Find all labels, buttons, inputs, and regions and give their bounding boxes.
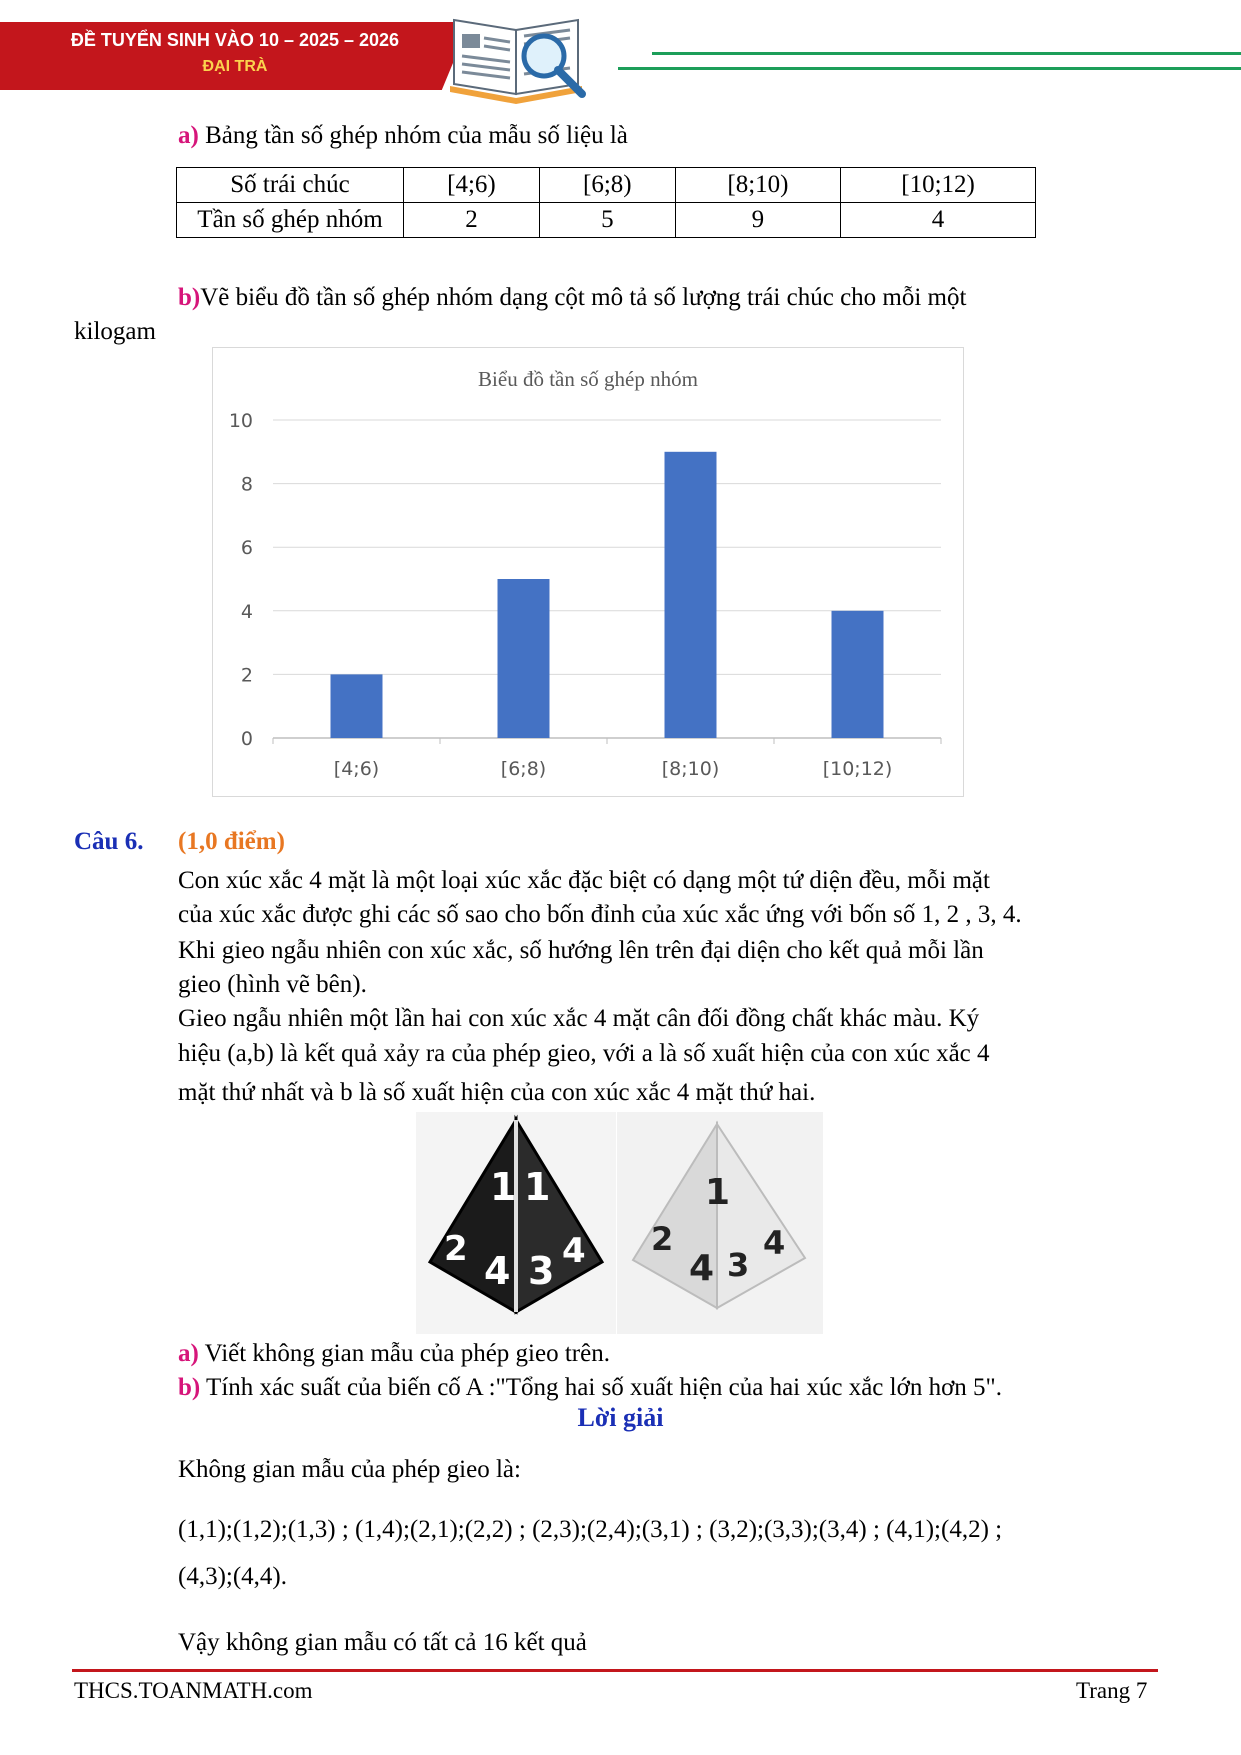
- table-cell-group: [8;10): [675, 168, 840, 203]
- chart-xtick-label: [8;10): [661, 758, 720, 780]
- white-d4-dice-icon: [617, 1112, 823, 1334]
- chart-title: Biểu đồ tần số ghép nhóm: [478, 367, 698, 391]
- chart-ytick-label: 6: [240, 537, 253, 560]
- solution-title: Lời giải: [577, 1403, 664, 1432]
- part-b-text-cont: kilogam: [74, 318, 156, 345]
- part-a-text: Bảng tần số ghép nhóm của mẫu số liệu là: [205, 122, 628, 149]
- chart-ytick-label: 10: [228, 410, 253, 432]
- chart-ytick-label: 0: [240, 728, 253, 750]
- part-b-label: b): [178, 284, 201, 311]
- part-a-label: a): [178, 122, 199, 149]
- table-row-header: Tần số ghép nhóm: [177, 203, 404, 238]
- dice-number: 1: [524, 1165, 551, 1209]
- footer-page-number: Trang 7: [1076, 1678, 1148, 1703]
- dice-number: 2: [444, 1229, 468, 1269]
- frequency-table: [176, 167, 1036, 238]
- sample-space-line: (4,3);(4,4).: [178, 1563, 287, 1590]
- chart-xtick-label: [4;6): [333, 758, 380, 780]
- dice-number: 1: [490, 1165, 517, 1209]
- chart-ytick-label: 4: [240, 600, 253, 623]
- chart-bar: [665, 452, 717, 738]
- chart-ytick-label: 8: [240, 473, 253, 496]
- part-b-line: [178, 281, 966, 315]
- bar-chart: [212, 347, 964, 797]
- header-green-line-bottom: [618, 67, 1241, 70]
- chart-ytick-label: 2: [240, 664, 253, 687]
- table-row: [177, 168, 1036, 203]
- sub-b-text: Tính xác suất của biến cố A :"Tổng hai số xuất hiện của hai xúc xắc lớn hơn 5".: [206, 1374, 1002, 1401]
- dice-number: 3: [727, 1246, 750, 1284]
- solution-intro: Không gian mẫu của phép gieo là:: [178, 1456, 521, 1483]
- table-cell-frequency: 4: [841, 203, 1036, 238]
- dice-number: 4: [689, 1248, 715, 1289]
- dice-number: 2: [651, 1220, 674, 1258]
- question-points: (1,0 điểm): [178, 828, 285, 855]
- table-row-header: Số trái chúc: [177, 168, 404, 203]
- table-cell-frequency: 2: [404, 203, 540, 238]
- black-d4-dice-icon: [416, 1112, 616, 1334]
- question-line: gieo (hình vẽ bên).: [178, 971, 367, 998]
- sub-a-text: Viết không gian mẫu của phép gieo trên.: [204, 1340, 610, 1367]
- table-cell-frequency: 5: [539, 203, 675, 238]
- sub-question-a: [178, 1337, 610, 1371]
- chart-bar: [832, 611, 884, 738]
- question-line: Con xúc xắc 4 mặt là một loại xúc xắc đặc biệt có dạng một tứ diện đều, mỗi mặt: [178, 867, 990, 894]
- table-cell-group: [4;6): [404, 168, 540, 203]
- question-line: Gieo ngẫu nhiên một lần hai con xúc xắc 4 mặt cân đối đồng chất khác màu. Ký: [178, 1005, 980, 1032]
- book-magnifier-icon: [444, 0, 594, 104]
- bar-chart-svg: [213, 348, 963, 796]
- table-cell-group: [6;8): [539, 168, 675, 203]
- dice-number: 4: [763, 1224, 786, 1262]
- footer-site: THCS.TOANMATH.com: [74, 1678, 313, 1703]
- header-title: ĐỀ TUYỂN SINH VÀO 10 – 2025 – 2026: [70, 30, 400, 50]
- table-row: [177, 203, 1036, 238]
- sub-a-label: a): [178, 1340, 199, 1367]
- table-cell-group: [10;12): [841, 168, 1036, 203]
- dice-number: 3: [528, 1249, 555, 1293]
- table-cell-frequency: 9: [675, 203, 840, 238]
- sub-question-b: [178, 1371, 1002, 1405]
- dice-number: 4: [562, 1231, 586, 1271]
- footer-divider: [72, 1669, 1158, 1672]
- header-subtitle: ĐẠI TRÀ: [202, 58, 268, 75]
- question-line: mặt thứ nhất và b là số xuất hiện của con xúc xắc 4 mặt thứ hai.: [178, 1079, 816, 1106]
- chart-xtick-label: [6;8): [500, 758, 547, 780]
- question-line: của xúc xắc được ghi các số sao cho bốn đỉnh của xúc xắc ứng với bốn số 1, 2 , 3, 4.: [178, 901, 1022, 928]
- solution-conclusion: Vậy không gian mẫu có tất cả 16 kết quả: [178, 1629, 587, 1656]
- chart-bar: [498, 579, 550, 738]
- header-green-line-top: [652, 52, 1241, 55]
- question-line: hiệu (a,b) là kết quả xảy ra của phép gieo, với a là số xuất hiện của con xúc xắc 4: [178, 1040, 990, 1067]
- dice-number: 1: [705, 1172, 731, 1213]
- part-b-text: Vẽ biểu đồ tần số ghép nhóm dạng cột mô tả số lượng trái chúc cho mỗi một: [200, 284, 967, 311]
- sub-b-label: b): [178, 1374, 201, 1401]
- chart-xtick-label: [10;12): [822, 758, 893, 780]
- question-line: Khi gieo ngẫu nhiên con xúc xắc, số hướng lên trên đại diện cho kết quả mỗi lần: [178, 937, 984, 964]
- chart-bar: [331, 674, 383, 738]
- dice-number: 4: [484, 1249, 511, 1293]
- question-label: Câu 6.: [74, 828, 144, 855]
- sample-space-line: (1,1);(1,2);(1,3) ; (1,4);(2,1);(2,2) ; (2,3);(2,4);(3,1) ; (3,2);(3,3);(3,4) ; (4,1);(4,2) ;: [178, 1516, 1003, 1543]
- part-a-line: [178, 119, 628, 153]
